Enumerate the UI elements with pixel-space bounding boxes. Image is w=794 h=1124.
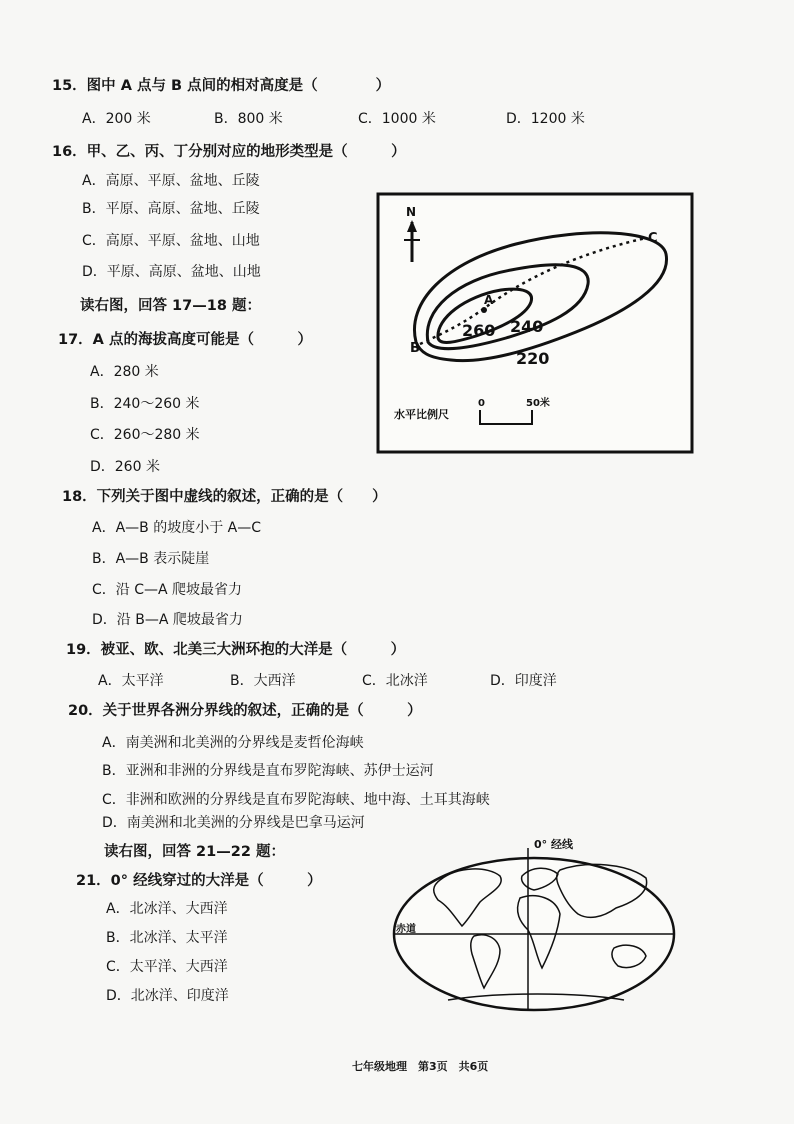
q19-option-a: A．太平洋	[98, 673, 164, 689]
q15-option-a: A．200 米	[82, 111, 151, 127]
q16-stem: 16．甲、乙、丙、丁分别对应的地形类型是（ ）	[52, 144, 406, 160]
q16-option-b: B．平原、高原、盆地、丘陵	[82, 201, 260, 217]
meridian-label: 0° 经线	[534, 838, 573, 851]
scale-title: 水平比例尺	[394, 408, 449, 421]
point-a-label: A	[484, 293, 494, 307]
q15-option-b: B．800 米	[214, 111, 283, 127]
q21-option-b: B．北冰洋、太平洋	[106, 930, 228, 946]
world-map	[388, 836, 676, 1024]
q17-option-d: D．260 米	[90, 459, 160, 475]
q17-option-a: A．280 米	[90, 364, 159, 380]
q19-stem: 19．被亚、欧、北美三大洲环抱的大洋是（ ）	[66, 642, 406, 658]
q16-option-c: C．高原、平原、盆地、山地	[82, 233, 260, 249]
q21-option-c: C．太平洋、大西洋	[106, 959, 228, 975]
contour-label-260: 260	[462, 321, 496, 340]
point-c-label: C	[648, 231, 658, 246]
q19-option-d: D．印度洋	[490, 673, 557, 689]
point-b-label: B	[410, 341, 420, 356]
q17-option-c: C．260～280 米	[90, 427, 200, 443]
north-label: N	[406, 205, 417, 219]
q20-option-d: D．南美洲和北美洲的分界线是巴拿马运河	[102, 815, 365, 831]
scale-value: 50米	[526, 398, 550, 409]
q17-stem: 17．A 点的海拔高度可能是（ ）	[58, 332, 312, 348]
q19-option-b: B．大西洋	[230, 673, 296, 689]
q20-option-a: A．南美洲和北美洲的分界线是麦哲伦海峡	[102, 735, 364, 751]
q18-option-b: B．A—B 表示陡崖	[92, 551, 210, 567]
contour-label-220: 220	[516, 349, 550, 368]
page-footer: 七年级地理 第3页 共6页	[352, 1060, 489, 1073]
q18-option-a: A．A—B 的坡度小于 A—C	[92, 520, 262, 536]
q21-option-a: A．北冰洋、大西洋	[106, 901, 228, 917]
contour-label-240: 240	[510, 317, 544, 336]
contour-map	[376, 192, 694, 454]
scale-zero: 0	[478, 398, 485, 409]
q20-stem: 20．关于世界各洲分界线的叙述，正确的是（ ）	[68, 703, 422, 719]
q21-stem: 21．0° 经线穿过的大洋是（ ）	[76, 873, 322, 889]
q18-stem: 18．下列关于图中虚线的叙述，正确的是（ ）	[62, 489, 387, 505]
q18-option-c: C．沿 C—A 爬坡最省力	[92, 582, 243, 598]
q21-option-d: D．北冰洋、印度洋	[106, 988, 229, 1004]
q18-option-d: D．沿 B—A 爬坡最省力	[92, 612, 243, 628]
q20-option-b: B．亚洲和非洲的分界线是直布罗陀海峡、苏伊士运河	[102, 763, 434, 779]
intro-17-18: 读右图，回答 17—18 题：	[80, 298, 261, 314]
q17-option-b: B．240～260 米	[90, 396, 200, 412]
equator-label: 赤道	[396, 924, 416, 935]
intro-21-22: 读右图，回答 21—22 题：	[104, 844, 285, 860]
q15-option-d: D．1200 米	[506, 111, 585, 127]
point-a-marker	[481, 307, 487, 313]
q19-option-c: C．北冰洋	[362, 673, 428, 689]
q15-option-c: C．1000 米	[358, 111, 436, 127]
q20-option-c: C．非洲和欧洲的分界线是直布罗陀海峡、地中海、土耳其海峡	[102, 792, 490, 808]
q16-option-d: D．平原、高原、盆地、山地	[82, 264, 261, 280]
q16-option-a: A．高原、平原、盆地、丘陵	[82, 173, 260, 189]
q15-stem: 15．图中 A 点与 B 点间的相对高度是（ ）	[52, 78, 391, 94]
